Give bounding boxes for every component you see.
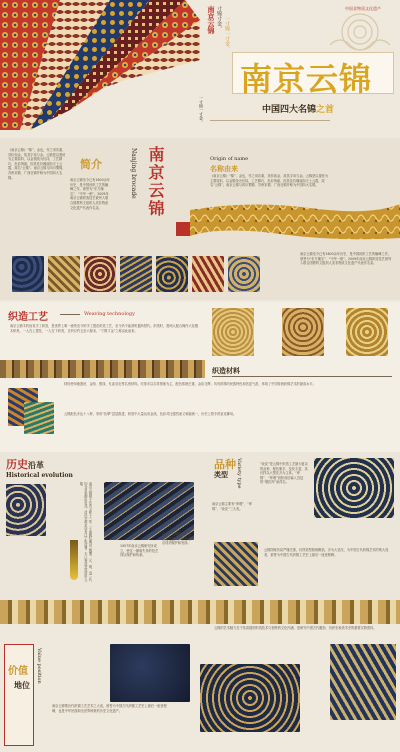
varieties-text-1: 南京云锦主要有“库缎”、“库锦”、“妆花”三大类。 — [212, 502, 253, 511]
value-photo-detail — [200, 664, 300, 732]
cloud-ornament-icon — [325, 10, 395, 55]
history-photo-1 — [6, 484, 46, 536]
vertical-slogan-2: 一寸锦一寸金。 — [224, 16, 230, 51]
origin-text: 《南京云锦》“锦”，金也，作之用功重，其价如金，故其字帛与金。云锦是以蚕丝为主要原料，以金银线为纹纬，工艺精巧，色彩绚丽，因其花纹瑰丽如天上云霞，故名“云锦”。南京云锦与四川蜀锦、苏州宋锦、广西壮锦并称为中国四大名锦。 — [210, 174, 329, 188]
vertical-slogan-1: 寸锦寸金， — [216, 6, 222, 31]
varieties-heading2: 类型 — [214, 470, 228, 479]
value-section — [0, 624, 400, 752]
value-vertical-box — [4, 644, 34, 746]
history-para-1: 南京云锦始于东晋义熙十三年，于南朝时期设立锦署，元、明、清三代均为皇家御用贡品。清代在南京设有江宁织造署，专门督造宫廷所用云锦。 — [78, 482, 92, 582]
brocade-thumb-7 — [228, 256, 260, 292]
intro-left-text: 《南京云锦》“锦”，金也，作之用功重，其价如金，故其字帛与金。云锦是以蚕丝为主要原料，以金银线为纹纬，工艺精巧，色彩绚丽，因其花纹瑰丽如天上云霞，故名“云锦”。南京云锦与四川蜀锦、苏州宋锦、广西壮锦并称为中国四大名锦。 — [8, 148, 66, 180]
craft-sub-heading: 织造材料 — [212, 366, 240, 375]
history-para-3: 今天，云锦作为非物质文化遗产，仍在南京得到保护和发扬。 — [162, 532, 191, 546]
varieties-text-3: 云锦图案布局严谨庄重，纹样造型简练概括，多为大花纹，为中国古代织锦艺术的集大成者，被誉为中国古代织锦工艺史上最后一座里程碑。 — [264, 548, 389, 557]
origin-heading: 名称由来 — [210, 164, 238, 173]
intro-heading: 简介 — [80, 158, 102, 171]
value-photo-main — [110, 644, 190, 702]
brocade-thumb-3 — [84, 256, 116, 292]
intro-section — [0, 138, 400, 300]
varieties-text-2: “妆花”是云锦中织造工艺最为复杂的品种，配色繁多，变化丰富，其纹样以大型花卉为主体。“库锦”、“库缎”因织成后输入宫廷的“缎匹库”而得名。 — [260, 462, 308, 485]
craft-photo-2 — [282, 308, 324, 356]
value-photo-right — [330, 644, 396, 720]
value-heading: 价值 — [8, 666, 28, 677]
history-heading: 历史沿革 — [6, 458, 44, 471]
brocade-thumb-5 — [156, 256, 188, 292]
history-eng: Historical evolution — [6, 472, 73, 479]
craft-sub-line — [212, 376, 392, 377]
varieties-section — [200, 452, 400, 602]
tassel-icon — [70, 540, 78, 580]
vertical-slogan-3: 一寸锦一寸金。 — [199, 96, 204, 124]
vertical-red-title: 南京云锦 — [207, 6, 216, 34]
craft-section — [0, 302, 400, 452]
value-eng: Value position — [36, 648, 42, 684]
intro-left-text-2: 南京云锦至今已有1600余年历史，是中国丝织工艺的巅峰之作，被誉为“东方瑰宝”、“中华一绝”。2009年南京云锦织造技艺被列入联合国教科文组织人类非物质文化遗产代表作名录。 — [70, 178, 110, 210]
varieties-photo-1 — [314, 458, 394, 518]
main-title: 南京云锦 — [240, 60, 373, 98]
origin-label: Origin of name — [210, 156, 249, 162]
varieties-photo-2 — [214, 542, 258, 586]
craft-eng: Weaving technology — [84, 311, 135, 317]
craft-para: 南京云锦木机妆花手工织造，是世界上唯一流传至今的手工提花织造工艺，至今仍不能被机器所替代。织造时，需两人配合操作大花楼木织机，一人在上提花，一人在下织造，日织仅约五至六厘米，“寸锦寸金”之称由此而来。 — [10, 324, 199, 333]
header-section — [0, 0, 400, 140]
material-text-2: 云锦配色多达十八种，采用“色晕”层层推进，织造中大量运用金线，色彩对比强烈而又和谐统一，历史上曾专供皇室御用。 — [64, 412, 237, 416]
craft-photo-3 — [346, 308, 388, 356]
brocade-thumb-6 — [192, 256, 224, 292]
divider-line — [210, 120, 330, 121]
brocade-thumb-2 — [48, 256, 80, 292]
intro-bottom-text: 南京云锦至今已有1600余年历史，是中国丝织工艺的巅峰之作，被誉为“东方瑰宝”、“中华一绝”。2009年南京云锦织造技艺被列入联合国教科文组织人类非物质文化遗产代表作名录。 — [300, 252, 392, 266]
brocade-thumb-4 — [120, 256, 152, 292]
seal-stamp — [176, 222, 190, 236]
craft-photo-5 — [24, 402, 54, 434]
value-text-1: 南京云锦集历代织锦工艺艺术之大成，被誉为中国古代织锦工艺史上最后一座里程碑，也是中华民族和全世界珍贵的历史文化遗产。 — [52, 704, 167, 713]
brocade-thumb-1 — [12, 256, 44, 292]
craft-photo-1 — [212, 308, 254, 356]
value-text-2: 云锦的艺术魅力在于其高超的织造技术与独特的文化内涵，是研究中国古代服饰、纺织史和美术史的重要实物资料。 — [214, 626, 377, 630]
top-logo: 中国非物质文化遗产 — [345, 6, 381, 11]
main-subtitle: 中国四大名锦之首 — [262, 105, 335, 115]
craft-heading-line — [60, 314, 80, 315]
intro-big-title: 南京云锦 — [146, 146, 165, 218]
material-text: 材料使用桑蚕丝、金线、银线、孔雀羽毛等名贵材料。纹饰多以吉祥图案为主，配色浓艳庄重，金彩交辉，具有浓厚的民族特色和宫廷气派，体现了中国传统织锦艺术的最高水平。 — [64, 382, 316, 386]
varieties-eng: Variety type — [236, 458, 242, 489]
history-para-2: 1957年南京云锦研究所成立，使这一濒临失传的技艺得以保护和传承。 — [120, 544, 159, 558]
brocade-banner-strip — [0, 600, 400, 624]
intro-latin: Nanjing brocade — [130, 148, 137, 199]
gold-brocade-banner — [190, 200, 400, 242]
brocade-fan-image — [0, 0, 200, 130]
loom-strip-image — [0, 360, 205, 378]
varieties-heading: 品种 — [214, 458, 236, 471]
value-heading2: 地位 — [14, 680, 30, 690]
craft-heading: 织造工艺 — [8, 312, 48, 323]
